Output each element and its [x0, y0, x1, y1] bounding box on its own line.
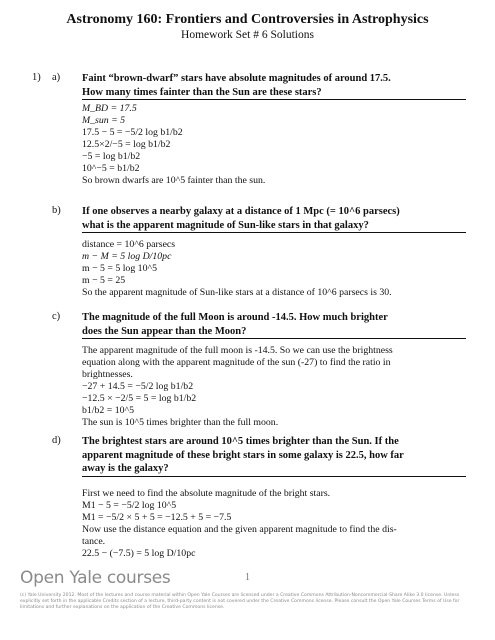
- part-a-line-2: M_sun = 5: [82, 115, 126, 126]
- part-b-answer: [82, 239, 392, 299]
- part-d-question: [82, 435, 404, 476]
- part-d-line-3: 22.5 − (−7.5) = 5 log D/10pc: [82, 548, 196, 559]
- part-a-line-5: −5 = log b1/b2: [82, 151, 141, 162]
- part-a-line-6: 10^−5 = b1/b2: [82, 163, 140, 174]
- page-number: 1: [245, 572, 250, 583]
- part-b-question: [82, 205, 400, 232]
- part-c-line-4: The sun is 10^5 times brighter than the full moon.: [82, 417, 279, 428]
- part-b-underline: [82, 232, 466, 233]
- part-c-question: [82, 311, 388, 338]
- part-d-paragraph-1: First we need to find the absolute magnitude of the bright stars.: [82, 488, 331, 499]
- part-c-line-3: b1/b2 = 10^5: [82, 405, 135, 416]
- part-d-question-line-2: apparent magnitude of these bright stars in some galaxy is 22.5, how far: [82, 449, 404, 461]
- document-title: Astronomy 160: Frontiers and Controversies in Astrophysics: [66, 12, 429, 27]
- part-b-line-1: distance = 10^6 parsecs: [82, 239, 176, 250]
- part-a-line-4: 12.5×2/−5 = log b1/b2: [82, 139, 171, 150]
- part-d-line-2: M1 = −5/2 × 5 + 5 = −12.5 + 5 = −7.5: [82, 512, 232, 523]
- part-a-line-1: M_BD = 17.5: [82, 103, 137, 114]
- part-a-question-line-2: How many times fainter than the Sun are these stars?: [82, 86, 322, 98]
- part-c-paragraph-2: equation along with the apparent magnitude of the sun (-27) to find the ratio in: [82, 357, 391, 368]
- part-d-question-line-1: The brightest stars are around 10^5 times brighter than the Sun. If the: [82, 436, 399, 447]
- part-d-question-line-3: away is the galaxy?: [82, 463, 169, 474]
- problem-number: 1): [32, 72, 41, 83]
- part-d-line-1: M1 − 5 = −5/2 log 10^5: [82, 500, 177, 511]
- part-d-paragraph-3: tance.: [82, 536, 106, 547]
- part-b-line-4: m − 5 = 25: [82, 275, 126, 286]
- part-a-line-7: So brown dwarfs are 10^5 fainter than the sun.: [82, 175, 266, 186]
- document-subtitle: Homework Set # 6 Solutions: [181, 29, 314, 41]
- part-c-paragraph-1: The apparent magnitude of the full moon is -14.5. So we can use the brightness: [82, 345, 393, 356]
- part-c-underline: [82, 338, 466, 339]
- part-c-question-line-1: The magnitude of the full Moon is around -14.5. How much brighter: [82, 312, 388, 323]
- part-b-line-3: m − 5 = 5 log 10^5: [82, 263, 157, 274]
- part-b-question-line-1: If one observes a nearby galaxy at a distance of 1 Mpc (= 10^6 parsecs): [82, 206, 400, 217]
- part-a-question-line-1: Faint “brown-dwarf” stars have absolute magnitudes of around 17.5.: [82, 73, 391, 84]
- part-c-answer: [82, 345, 393, 429]
- license-footer: (c) Yale University 2012. Most of the lectures and course material within Open Yale Courses are licensed under a Creative Commons Attribution-Noncommercial-Share Alike 3.0 license. Unless explicitly set forth in the applicable Credits section of a lecture, third-party content is not covered under the Creative Commons license. Please consult the Open Yale Courses Terms of Use for limitations and further explanations on the application of the Creative Commons license.: [20, 593, 460, 611]
- logo-open: Open: [20, 568, 65, 588]
- logo-yale: Yale: [69, 568, 102, 588]
- part-d-underline: [82, 476, 466, 477]
- part-a-answer: [82, 103, 265, 187]
- logo-courses: courses: [106, 568, 171, 588]
- part-c-line-2: −12.5 × −2/5 = 5 = log b1/b2: [82, 393, 197, 404]
- part-d-paragraph-2: Now use the distance equation and the given apparent magnitude to find the dis-: [82, 524, 397, 535]
- part-c-paragraph-3: brightnesses.: [82, 369, 133, 380]
- part-b-line-2: m − M = 5 log D/10pc: [82, 251, 172, 262]
- part-b-question-line-2: what is the apparent magnitude of Sun-like stars in that galaxy?: [82, 219, 369, 231]
- part-a-question: [82, 72, 391, 99]
- part-a-underline: [82, 99, 466, 100]
- part-c-line-1: −27 + 14.5 = −5/2 log b1/b2: [82, 381, 194, 392]
- part-b-label: b): [52, 205, 61, 216]
- part-d-label: d): [52, 435, 61, 446]
- part-c-label: c): [52, 311, 61, 322]
- part-a-label: a): [52, 72, 61, 83]
- part-c-question-line-2: does the Sun appear than the Moon?: [82, 325, 247, 337]
- part-b-line-5: So the apparent magnitude of Sun-like stars at a distance of 10^6 parsecs is 30.: [82, 287, 392, 298]
- part-d-answer: [82, 488, 397, 560]
- part-a-line-3: 17.5 − 5 = −5/2 log b1/b2: [82, 127, 183, 138]
